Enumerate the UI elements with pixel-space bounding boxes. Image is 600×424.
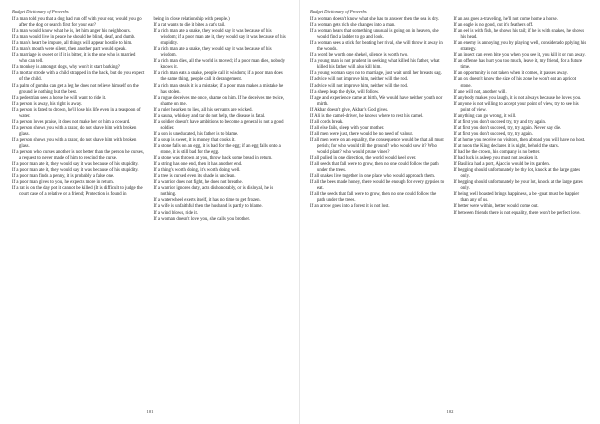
proverb-entry: If Akbar doesn't give, Akbar's God gives. bbox=[310, 107, 389, 113]
proverb-entry: If an offense has hurt you too much, leave it, my friend, for a future time. bbox=[453, 59, 583, 71]
proverb-entry: If at home you receive no visitors, then abroad you will have no host. bbox=[453, 137, 586, 143]
proverb-entry: If a rogue deceives me once, shame on him. If he deceives me twice, shame on me. bbox=[153, 95, 285, 107]
proverb-entry: If a rich man steals it is a mistake; if a poor man makes a mistake he has stolen. bbox=[153, 83, 284, 95]
proverb-entry: If an enemy is annoying you by playing well, considerado pplying his strategy. bbox=[453, 41, 587, 53]
proverb-entry: If all the seeds that fall were to grow, then no one could follow the path under the trees. bbox=[310, 192, 437, 204]
proverb-entry: If a poor man ate it, they would say it was because of his stupidity. bbox=[12, 168, 139, 174]
proverb-entry: If an eel is with fish, he shows his tail; if he is with snakes, he shows his head. bbox=[453, 29, 585, 41]
proverb-entry: If a thing's worth doing, it's worth doing well. bbox=[153, 168, 241, 174]
proverb-entry: If being well boasted brings happiness, a be -goat must be happier than any of us. bbox=[453, 192, 580, 204]
proverb-entry: If begging should unfortunately be thy lot, knock at the large gates only. bbox=[453, 168, 581, 180]
proverb-entry: If all else fails, sleep with your mother. bbox=[310, 125, 385, 131]
proverb-entry: If a palm of gomba can get a leg he does not relieve himself on the ground ie nothing but the best. bbox=[12, 83, 139, 95]
proverb-entry: If anyone is not willing to accept your point of view, try to see his point of view. bbox=[453, 101, 579, 113]
proverb-entry: If a person is away, his right is away. bbox=[12, 101, 83, 107]
proverb-entry: If a wife is unfaithful then the husband is partly to blame. bbox=[153, 204, 263, 210]
column-2 bbox=[154, 17, 287, 223]
proverb-entry: If a monkey is amongst dogs, why won't it start barking? bbox=[12, 65, 120, 71]
proverb-entry: If Ali is the camel-driver, he knows where to rest his camel. bbox=[310, 113, 424, 119]
proverb-entry: If all seeds that fall were to grow, then no one could follow the path under the trees. bbox=[310, 162, 439, 174]
proverb-entry: If a mortar strode with a child strapped in the back, but do you expect of the child. bbox=[12, 71, 145, 83]
proverb-entry: If at first you don't succeed, try, try again. Never say die. bbox=[453, 125, 562, 131]
proverb-entry: If a tree is cursed even its shade is unclean. bbox=[153, 174, 236, 180]
page-number: 102 bbox=[446, 409, 454, 414]
proverb-entry: If an ox doesn't know the size of his zone he won't eat an apricot stone. bbox=[453, 77, 577, 89]
proverb-entry: If an ass goes a-traveling, he'll not come home a horse. bbox=[453, 17, 558, 22]
column-1 bbox=[310, 17, 445, 217]
proverb-entry: If a man's mouth were silent, then another part would speak. bbox=[12, 47, 127, 53]
running-head: Budget Dictionary of Proverbs bbox=[310, 9, 367, 14]
proverb-entry: If a person is fated to drown, he'll lose his life even in a teaspoon of water. bbox=[12, 107, 141, 119]
proverb-entry: If an arrow goes into a forest it is not lost. bbox=[310, 204, 390, 210]
proverb-entry: If age and experience came at birth, We would have neither youth nor mirth. bbox=[310, 95, 443, 107]
proverb-entry: If a rich man dies, all the world is moved; if a poor man dies, nobody knows it. bbox=[153, 59, 286, 71]
proverb-entry: If an insect can even bite you when you see it, you kill it or run away. bbox=[453, 53, 586, 59]
proverb-entry: If Basilica had a port, Ajaccio would be its garden. bbox=[453, 162, 550, 168]
columns bbox=[12, 17, 286, 223]
proverb-entry: If a person loves praise, it does not make her or him a coward. bbox=[12, 119, 131, 125]
proverb-entry: If ane will not, another will. bbox=[453, 89, 507, 95]
proverb-entry: If a woman hears that something unusual is going on in heaven, she would find a ladder to go and look. bbox=[310, 29, 439, 41]
proverb-entry: If all men were just, there would be no need of valour. bbox=[310, 131, 414, 137]
proverb-entry: If a rat wants to die it bites a cat's tail. bbox=[153, 23, 226, 29]
columns bbox=[310, 17, 588, 217]
proverb-entry: If bad luck is asleep you must not awaken it. bbox=[453, 156, 539, 162]
proverb-entry: If a person shows you with a razor, do not shave him with broken glass. bbox=[12, 137, 137, 149]
proverb-entry: If an eagle is no good, cut it's feathers off. bbox=[453, 23, 534, 29]
proverb-entry: If anything can go wrong, it will. bbox=[453, 113, 517, 119]
proverb-entry: If begging should unfortunately be your lot, knock at the large gates only. bbox=[453, 180, 583, 192]
proverb-entry: If a soldier doesn't have ambitions to become a general is not a good soldier. bbox=[153, 119, 284, 131]
proverb-entry: If bad be the crown, his company is no better. bbox=[453, 150, 541, 156]
proverb-entry: If a pedestrian sees a horse he will want to ride it. bbox=[12, 95, 107, 101]
proverb-entry: If a string has one end, then it has another end. bbox=[153, 162, 243, 168]
proverb-entry: If a word be worth one shekel, silence is worth two. bbox=[310, 53, 409, 59]
proverb-entry: If a son is uneducated, his father is to blame. bbox=[153, 131, 239, 137]
proverb-entry: If at first you don't succeed, try, try again. bbox=[453, 131, 533, 137]
proverb-entry: If a sheep leap the dyke, will follow. bbox=[310, 89, 380, 95]
proverb-entry: If a poor man ate it, they would say it was because of his stupidity. bbox=[12, 162, 139, 168]
proverb-entry: If a warrior does not fight, he does not breathe. bbox=[153, 180, 243, 186]
proverb-entry: If a woman doesn't love you, she calls you brother. bbox=[153, 216, 250, 222]
proverb-entry: If between friends there is not equality, there won't be perfect love. bbox=[453, 210, 581, 216]
right-page bbox=[300, 0, 600, 424]
proverb-entry: If a poor man gives to you, he expects more in return. bbox=[12, 180, 114, 186]
proverb-entry: If a young man is not prudent in seeking what killed his father, what killed his father will also kill him. bbox=[310, 59, 440, 71]
proverb-entry: If all the bees made honey, there would be enough for every gypsies to eat. bbox=[310, 180, 445, 192]
proverb-entry: If a waterwheel exerts itself, it has no time to get frozen. bbox=[153, 198, 261, 204]
proverb-entry: If a rich man eats a snake, people call it wisdom; if a poor man does the same thing, people call it derangement. bbox=[153, 71, 283, 83]
page-number: 101 bbox=[146, 409, 154, 414]
proverb-entry: If a stone falls on an egg, it is bad for the egg; if an egg falls onto a stone, it is still bad for the egg. bbox=[153, 143, 281, 156]
proverb-entry: If all men were on an equality, the consequence would be that all must perish; for who would till the ground? who would sow it? Who would plant? who would prune vines? bbox=[310, 137, 444, 156]
proverb-entry: If a young woman says no to marriage, just wait until her breasts sag. bbox=[310, 71, 442, 77]
proverb-entry: If a sauna, whiskey and tar do not help, the disease is fatal. bbox=[153, 113, 266, 119]
proverb-entry: If an opportunity is not taken when it comes, it passes away. bbox=[453, 71, 568, 77]
column-1 bbox=[12, 17, 145, 223]
proverb-entry: If a woman gets rich she changes into a man. bbox=[310, 23, 396, 29]
proverb-entry: If a man would know what he is, let him anger his neighbours. bbox=[12, 29, 131, 35]
proverb-entry: If a soup is sweet, it is money that cooks it. bbox=[153, 137, 236, 143]
proverb-entry: being in close relationship with people.) bbox=[153, 17, 230, 22]
proverb-entry: If a marriage is sweet or if it is bitter, it is the one who is married who can tell. bbox=[12, 53, 136, 65]
proverb-entry: If a ruler hearken to lies, all his servants are wicked. bbox=[153, 107, 253, 113]
proverb-entry: If better were within, better would come out. bbox=[453, 204, 539, 210]
proverb-entry: If a man's heart be impure, all things will appear hostile to him. bbox=[12, 41, 133, 47]
proverb-entry: If a rat is on the day pot it cannot be killed (It is difficult to judge the court case of a relative or a friend; Protection is found in bbox=[12, 186, 143, 198]
proverb-entry: If all snakes live together in one place who would approach them. bbox=[310, 174, 436, 180]
proverb-entry: If a man would live in peace he should be blind, deaf, and dumb. bbox=[12, 35, 136, 41]
proverb-entry: If a woman sees a stick for beating her rival, she will throw it away in the woods. bbox=[310, 41, 443, 53]
proverb-entry: If a man told you that a dog had run off with your ear, would you go after the dog or search first for your ear? bbox=[12, 17, 142, 29]
proverb-entry: If all cords break. bbox=[310, 119, 344, 125]
proverb-entry: If a stone was thrown at you, throw back some bread in return. bbox=[153, 156, 273, 162]
proverb-entry: If at noon the King declares it is night, behold the stars. bbox=[453, 143, 559, 149]
column-2 bbox=[454, 17, 589, 217]
proverb-entry: If a rich man ate a snake, they would say it was because of his wisdom. bbox=[153, 47, 272, 59]
proverb-entry: If advice will not improve him, neither will the rod. bbox=[310, 83, 409, 89]
proverb-entry: If all pulled in one direction, the world would keel over. bbox=[310, 156, 417, 162]
proverb-entry: If a woman doesn't know what she has to answer then the sea is dry. bbox=[310, 17, 440, 22]
proverb-entry: If a wind blows, ride it. bbox=[153, 210, 198, 216]
proverb-entry: If a person who curses another is not better than the person he curses, a request to never made of him to rescind the curse. bbox=[12, 150, 144, 162]
proverb-entry: If a person shows you with a razor, do not shave him with broken glass. bbox=[12, 125, 137, 137]
proverb-entry: If a warrior ignores duty, acts dishonorably, or is disloyal, he is nothing. bbox=[153, 186, 274, 198]
proverb-entry: If a poor man finds a penny, it is probably a false one. bbox=[12, 174, 115, 180]
proverb-entry: If advice will not improve him, neither will the rod. bbox=[310, 77, 409, 83]
proverb-entry: If at first you don't succeed try, try and try again. bbox=[453, 119, 547, 125]
proverb-entry: If anybody makes you laugh, it is not always because he loves you. bbox=[453, 95, 582, 101]
running-head: Budget Dictionary of Proverbs bbox=[12, 9, 69, 14]
proverb-entry: If a rich man ate a snake, they would say it was because of his wisdom; if a poor man ate it, they would say it was because of his stupidity. bbox=[153, 29, 286, 47]
